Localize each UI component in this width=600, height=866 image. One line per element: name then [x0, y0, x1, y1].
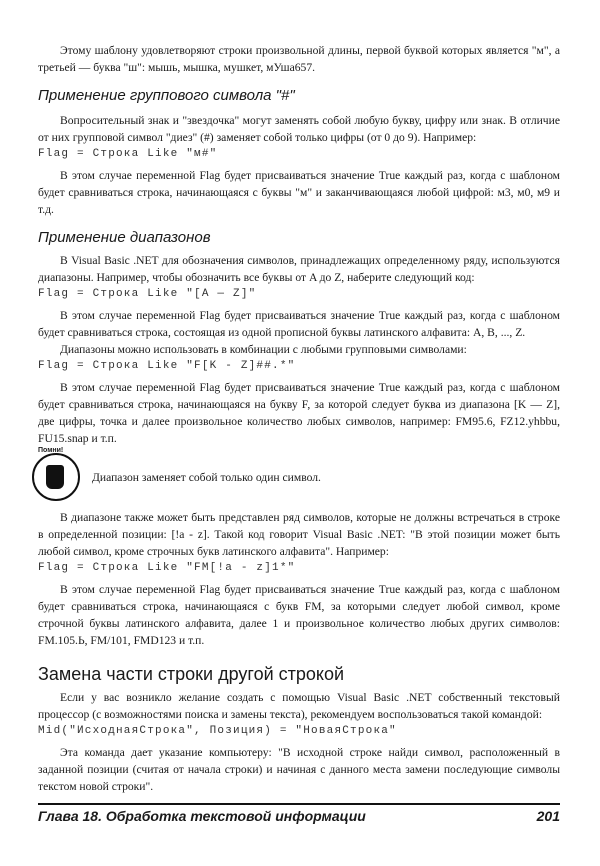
paragraph: Диапазоны можно использовать в комбинации с любыми групповыми символами:: [60, 343, 467, 356]
paragraph: Этому шаблону удовлетворяют строки произвольной длины, первой буквой которых является "м", а третьей — буква "ш": мышь, мышка, мушкет, мУша657.: [38, 44, 560, 74]
paragraph: Эта команда дает указание компьютеру: "В исходной строке найди символ, расположенный в заданной позиции (считая от начала строки) и начиная с данного места замени последующие символы текстом новой строки".: [38, 746, 560, 793]
section-heading-ranges: Применение диапазонов: [38, 229, 211, 246]
code-line: Flag = Строка Like "[A — Z]": [38, 288, 257, 300]
page-footer: [38, 803, 560, 824]
paragraph: В Visual Basic .NET для обозначения символов, принадлежащих определенному ряду, используются диапазоны. Например, чтобы обозначить все буквы от A до Z, наберите следующий код:: [38, 254, 560, 284]
paragraph: В этом случае переменной Flag будет присваиваться значение True каждый раз, когда с шаблоном будет сравниваться строка, начинающаяся с буквы "м" и заканчивающаяся любой цифрой: м3, м0, м9 и т.д.: [38, 169, 560, 216]
note-text: Диапазон заменяет собой только один символ.: [92, 470, 321, 484]
page-body: [38, 42, 560, 795]
note-callout: [32, 447, 560, 501]
code-line: Mid("ИсходнаяСтрока", Позиция) = "НоваяСтрока": [38, 725, 397, 737]
paragraph: Если у вас возникло желание создать с помощью Visual Basic .NET собственный текстовый процессор (с возможностями поиска и замены текста), рекомендуем воспользоваться такой командой:: [38, 691, 560, 721]
page-number: 201: [536, 808, 560, 824]
note-icon-label: Помни!: [38, 447, 64, 454]
code-line: Flag = Строка Like "F[K - Z]##.*": [38, 360, 296, 372]
remember-hand-icon: [32, 447, 80, 501]
paragraph: В диапазоне также может быть представлен ряд символов, которые не должны встречаться в строке в определенной позиции: [!a - z]. Такой код говорит Visual Basic .NET: "В этой позиции может быть любой символ, кроме строчных букв латинского алфавита". Например:: [38, 511, 560, 558]
code-line: Flag = Строка Like "м#": [38, 148, 218, 160]
chapter-title: Глава 18. Обработка текстовой информации: [38, 808, 366, 824]
section-heading-group-symbol: Применение группового символа "#": [38, 87, 295, 104]
section-heading-replace: Замена части строки другой строкой: [38, 664, 345, 684]
paragraph: В этом случае переменной Flag будет присваиваться значение True каждый раз, когда с шаблоном будет сравниваться строка, состоящая из одной прописной буквы латинского алфавита: A, B, ..., Z.: [38, 309, 560, 339]
paragraph: Вопросительный знак и "звездочка" могут заменять собой любую букву, цифру или знак. В отличие от них групповой символ "диез" (#) заменяет собой только цифры (от 0 до 9). Например:: [38, 114, 560, 144]
paragraph: В этом случае переменной Flag будет присваиваться значение True каждый раз, когда с шаблоном будет сравниваться строка, начинающаяся с букв FM, за которыми следует любой символ, кроме строчной буквы латинского алфавита, далее 1 и произвольное количество любых других символов: FM.105.Ь, FM/101, FMD123 и т.п.: [38, 583, 560, 647]
code-line: Flag = Строка Like "FM[!a - z]1*": [38, 562, 296, 574]
paragraph: В этом случае переменной Flag будет присваиваться значение True каждый раз, когда с шаблоном будет сравниваться строка, начинающаяся на букву F, за которой следует буква из диапазона [K — Z], две цифры, точка и далее произвольное количество любых символов, например: FM95.6, FZ12.yhbbu, FU15.snap и т.п.: [38, 381, 560, 445]
